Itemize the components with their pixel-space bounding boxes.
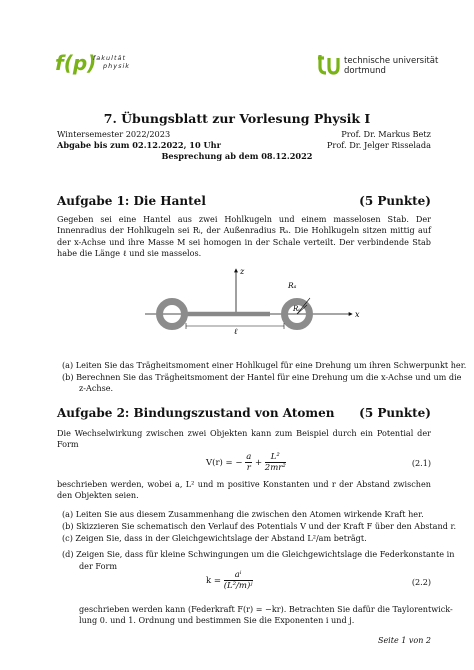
length-label: ℓ [234, 327, 238, 336]
professor-1: Prof. Dr. Markus Betz [341, 129, 431, 139]
university-logo [318, 52, 443, 78]
tu-logo-line1: technische universität [344, 56, 439, 66]
task2-item-a: (a) Leiten Sie aus diesem Zusammenhang die zwischen den Atomen wirkende Kraft her. [62, 509, 424, 519]
tu-logo-icon [318, 52, 340, 76]
discussion-date: Besprechung ab dem 08.12.2022 [161, 151, 313, 161]
task1-text: Gegeben sei eine Hantel aus zwei Hohlkugeln und einem masselosen Stab. Der Innenradius der Hohlkugeln sei Rᵢ, der Außenradius Rₐ. Die Hohlkugeln sitzen mittig auf der x-Achse und ihre Masse M sei homogen in der Schale verteilt. Der verbindende Stab habe die Länge ℓ und sie masselos. [57, 214, 431, 258]
fp-logo-text [93, 54, 130, 70]
x-axis-label: x [355, 310, 360, 319]
eq2-den: (L²/m)ʲ [223, 581, 253, 591]
task2-text2: beschrieben werden, wobei a, L² und m positive Konstanten und r der Abstand zwischen den Objekten seien. [57, 479, 431, 501]
eq1-a: a [246, 452, 252, 462]
eq2-lhs: k = [206, 575, 221, 586]
task1-points: (5 Punkte) [359, 194, 431, 208]
eq2-num: aⁱ [224, 570, 253, 581]
page-number: Seite 1 von 2 [377, 636, 431, 645]
fp-logo-line2: physik [103, 62, 131, 70]
task1-item-b-cont: z-Achse. [79, 383, 114, 393]
eq1-L2: L² [265, 452, 286, 463]
task1-heading: Aufgabe 1: Die Hantel [57, 194, 206, 208]
task2-heading: Aufgabe 2: Bindungszustand von Atomen [57, 406, 335, 420]
z-axis-label: z [240, 267, 245, 276]
equation-2-2-number: (2.2) [411, 577, 431, 587]
task2-item-b: (b) Skizzieren Sie schematisch den Verlauf des Potentials V und der Kraft F über den Abstand r. [62, 521, 457, 531]
tu-logo-line2: dortmund [344, 66, 386, 76]
outer-radius-label: Rₐ [288, 281, 297, 290]
equation-2-1-number: (2.1) [411, 458, 431, 468]
tu-logo-text [344, 56, 438, 76]
task2-text3-line2: lung 0. und 1. Ordnung und bestimmen Sie die Exponenten i und j. [79, 615, 355, 625]
deadline: Abgabe bis zum 02.12.2022, 10 Uhr [57, 140, 221, 150]
eq1-r: r [246, 463, 251, 473]
task1-item-a: (a) Leiten Sie das Trägheitsmoment einer Hohlkugel für eine Drehung um ihren Schwerpunkt her. [62, 360, 467, 370]
fp-logo-mark: f(p) [55, 51, 97, 75]
fp-logo-line1: fakultät [93, 54, 127, 62]
equation-2-1 [206, 452, 286, 473]
eq1-lhs: V(r) = − [206, 457, 243, 468]
task2-item-d-cont: der Form [79, 561, 118, 571]
professor-2: Prof. Dr. Jelger Risselada [326, 140, 431, 150]
task1-item-b: (b) Berechnen Sie das Trägheitsmoment der Hantel für eine Drehung um die x-Achse und um die [62, 372, 462, 382]
equation-2-2 [206, 570, 253, 591]
inner-radius-label: Rᵢ [293, 305, 300, 313]
task2-item-c: (c) Zeigen Sie, dass in der Gleichgewichtslage der Abstand L²/am beträgt. [62, 533, 367, 543]
task2-intro: Die Wechselwirkung zwischen zwei Objekten kann zum Beispiel durch ein Potential der Form [57, 428, 431, 450]
eq1-plus: + [254, 457, 263, 468]
task2-item-d: (d) Zeigen Sie, dass für kleine Schwingungen um die Gleichgewichtslage die Federkonstante in [62, 549, 455, 559]
semester: Wintersemester 2022/2023 [57, 129, 171, 139]
task2-points: (5 Punkte) [359, 406, 431, 420]
faculty-logo [55, 52, 155, 78]
eq1-den: 2mr² [264, 463, 286, 473]
dumbbell-figure [140, 264, 370, 340]
task2-text3-line1: geschrieben werden kann (Federkraft F(r) = −kr). Betrachten Sie dafür die Taylorentwick- [79, 604, 453, 614]
sheet-title: 7. Übungsblatt zur Vorlesung Physik I [103, 111, 371, 126]
